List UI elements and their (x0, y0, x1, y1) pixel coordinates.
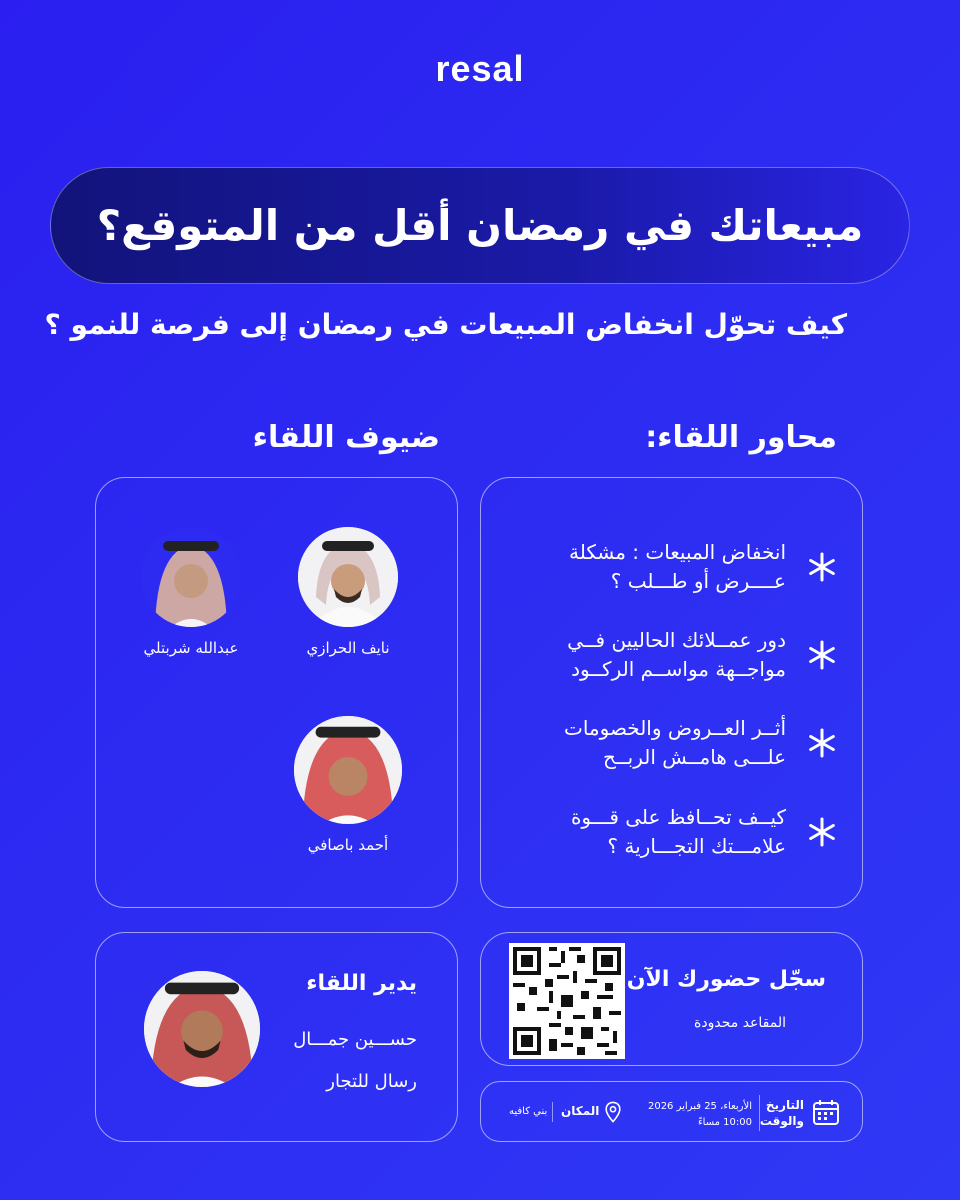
asterisk-icon (804, 725, 840, 761)
topic-line: عــــرض أو طـــلب ؟ (610, 569, 786, 593)
register-heading: سجّل حضورك الآن (626, 967, 826, 992)
divider (759, 1095, 760, 1131)
topic-item (510, 714, 840, 772)
calendar-icon (812, 1098, 840, 1126)
guests-heading: ضيوف اللقاء (252, 420, 440, 455)
topics-card (480, 477, 863, 908)
datetime-values (648, 1099, 752, 1131)
topics-heading: محاور اللقاء: (645, 420, 837, 455)
guests-card (95, 477, 458, 908)
guest-card (126, 527, 256, 657)
moderator-card (95, 932, 458, 1142)
topic-line: أثــر العــروض والخصومات (563, 716, 786, 740)
title-banner (50, 167, 910, 284)
topic-line: دور عمــلائك الحاليين فــي (567, 628, 786, 652)
guest-photo (298, 527, 398, 627)
moderator-name: حســـين جمـــال (293, 1029, 417, 1050)
guest-card (283, 716, 413, 854)
register-card (480, 932, 863, 1066)
guest-name: أحمد باصافي (307, 836, 389, 854)
divider (552, 1102, 553, 1122)
asterisk-icon (804, 814, 840, 850)
qr-code[interactable] (509, 943, 625, 1059)
topic-line: انخفاض المبيعات : مشكلة (568, 540, 786, 564)
location-label: المكان (561, 1104, 600, 1118)
datetime-label (760, 1097, 804, 1129)
asterisk-icon (804, 637, 840, 673)
moderator-heading: يدير اللقاء (306, 971, 417, 996)
topic-line: مواجــهة مواســم الركــود (571, 657, 786, 681)
guest-card (283, 527, 413, 657)
datetime-label-line: والوقت (759, 1114, 804, 1128)
datetime-label-line: التاريخ (765, 1098, 804, 1112)
topic-line: كيــف تحــافظ على قـــوة (570, 805, 786, 829)
register-note: المقاعد محدودة (694, 1015, 786, 1031)
guest-photo (141, 527, 241, 627)
topic-item (510, 803, 840, 861)
topic-item (510, 538, 840, 596)
moderator-photo (144, 971, 260, 1087)
event-time: 10:00 مساءً (697, 1117, 752, 1128)
resal-logo: resal (435, 48, 525, 89)
guest-name: عبدالله شربتلي (143, 639, 239, 657)
guest-photo (294, 716, 402, 824)
moderator-org: رسال للتجار (326, 1071, 417, 1092)
event-date: الأربعاء، 25 فبراير 2026 (647, 1101, 752, 1112)
guest-name: نايف الحرازي (306, 639, 390, 657)
topic-line: علامـــتك التجـــارية ؟ (607, 834, 786, 858)
location-value: بني كافيه (509, 1106, 548, 1117)
topic-line: علـــى هامــش الربــح (603, 745, 786, 769)
page-subtitle: كيف تحوّل انخفاض المبيعات في رمضان إلى فرصة للنمو ؟ (44, 308, 847, 341)
location-pin-icon (605, 1101, 621, 1123)
page-title: مبيعاتك في رمضان أقل من المتوقع؟ (96, 201, 864, 250)
asterisk-icon (804, 549, 840, 585)
event-info-card (480, 1081, 863, 1142)
topic-item (510, 626, 840, 684)
